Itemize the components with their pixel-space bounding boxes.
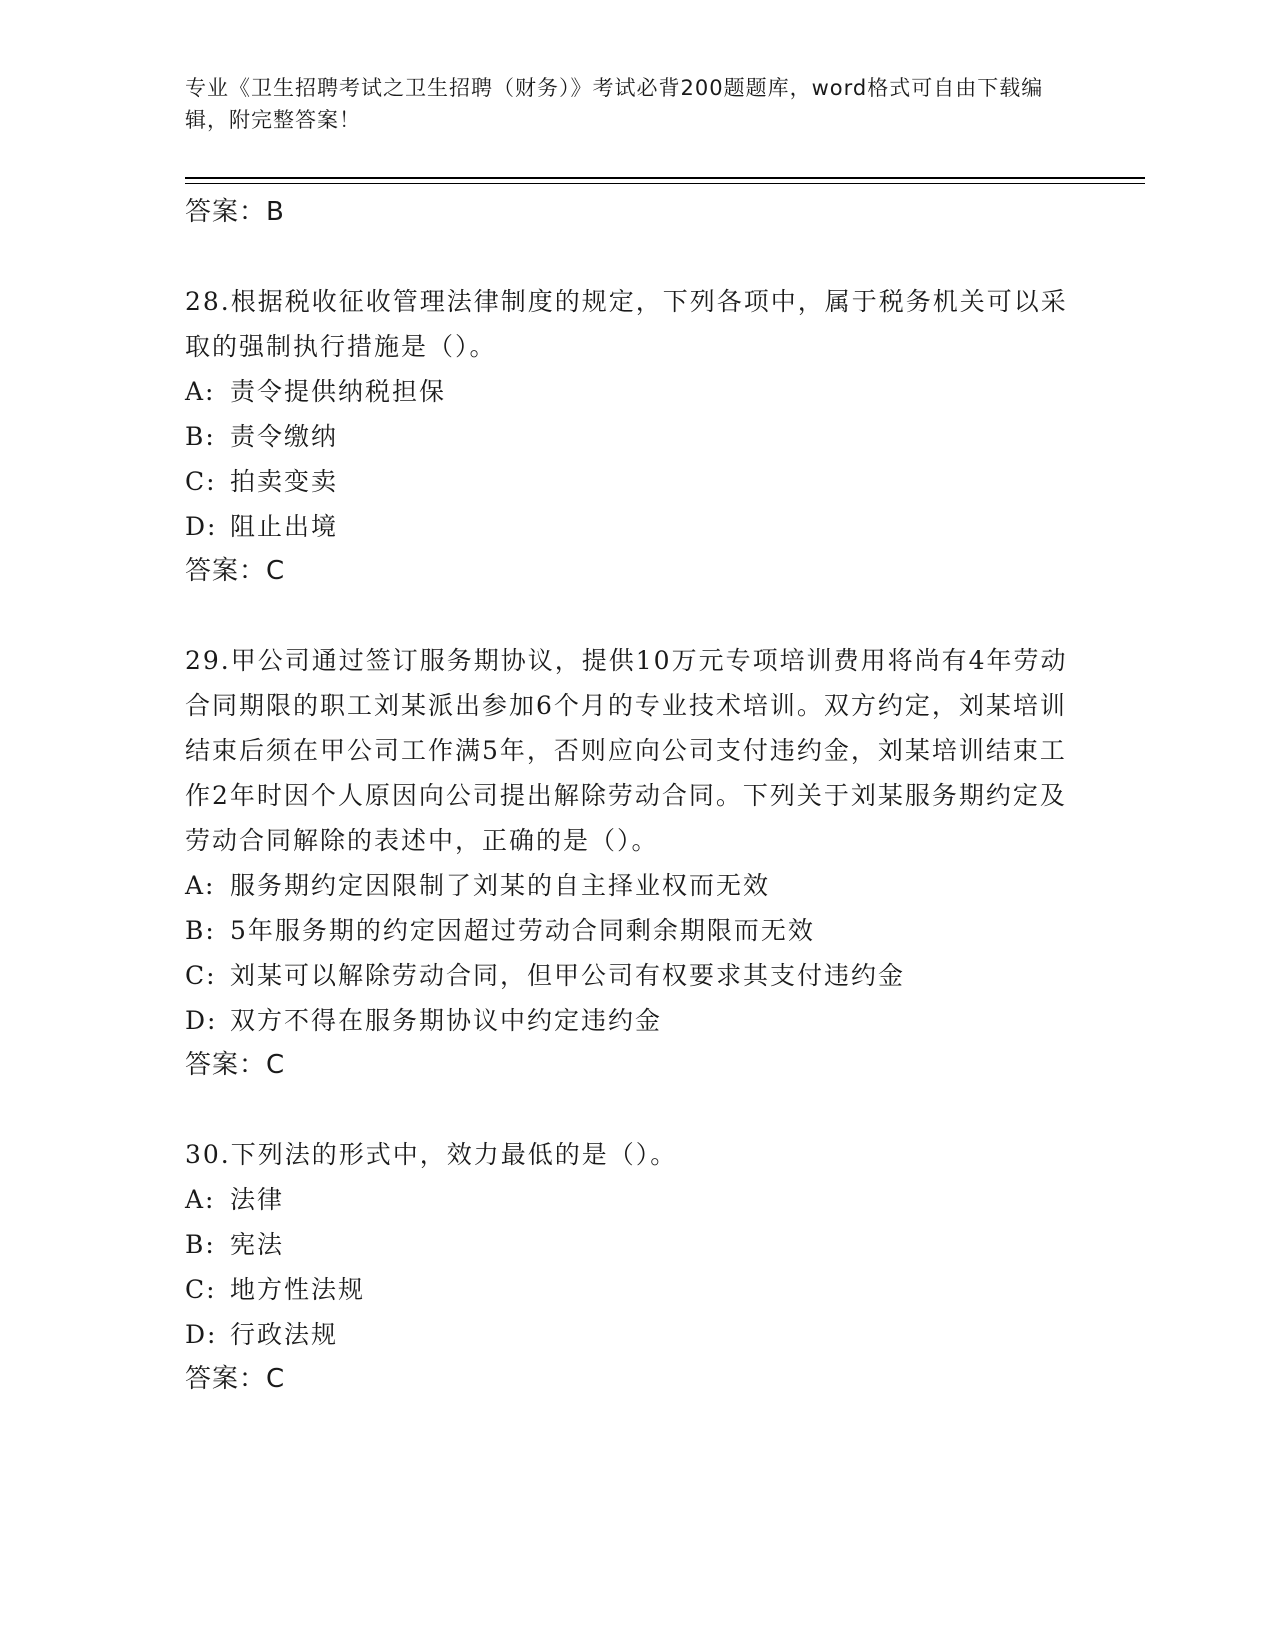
option-a: A: 责令提供纳税担保 [185,377,447,406]
answer-value: C [266,1364,286,1394]
option-b: B: 5年服务期的约定因超过劳动合同剩余期限而无效 [185,916,815,945]
page-header: 专业《卫生招聘考试之卫生招聘（财务）》考试必背200题题库，word格式可自由下载编辑，附完整答案！ [185,76,1044,132]
question-text: 28.根据税收征收管理法律制度的规定，下列各项中，属于税务机关可以采取的强制执行措施是（）。 [185,287,1068,361]
answer-value: B [266,197,285,227]
option-d: D: 阻止出境 [185,512,339,541]
option-b: B: 责令缴纳 [185,422,339,451]
option-c: C: 地方性法规 [185,1275,366,1304]
option-c: C: 拍卖变卖 [185,467,339,496]
answer-value: C [266,1050,286,1080]
question-text: 29.甲公司通过签订服务期协议，提供10万元专项培训费用将尚有4年劳动合同期限的职工刘某派出参加6个月的专业技术培训。双方约定，刘某培训结束后须在甲公司工作满5年，否则应向公司支付违约金，刘某培训结束工作2年时因个人原因向公司提出解除劳动合同。下列关于刘某服务期约定及劳动合同解除的表述中，正确的是（）。 [185,646,1068,855]
question-29 [185,638,1085,1087]
header-divider-thin [185,183,1145,184]
question-28 [185,279,1085,593]
answer-line: 答案：C [185,556,286,586]
document-body [185,190,1085,1401]
option-b: B: 宪法 [185,1230,285,1259]
question-text: 30.下列法的形式中，效力最低的是（）。 [185,1140,678,1169]
answer-line: 答案：C [185,1050,286,1080]
answer-line: 答案：C [185,1364,286,1394]
question-30 [185,1132,1085,1401]
answer-value: C [266,556,286,586]
header-divider-thick [185,177,1145,179]
option-a: A: 法律 [185,1185,285,1214]
option-c: C: 刘某可以解除劳动合同，但甲公司有权要求其支付违约金 [185,961,906,990]
option-a: A: 服务期约定因限制了刘某的自主择业权而无效 [185,871,771,900]
option-d: D: 行政法规 [185,1320,339,1349]
answer-line: 答案：B [185,197,285,227]
option-d: D: 双方不得在服务期协议中约定违约金 [185,1006,663,1035]
